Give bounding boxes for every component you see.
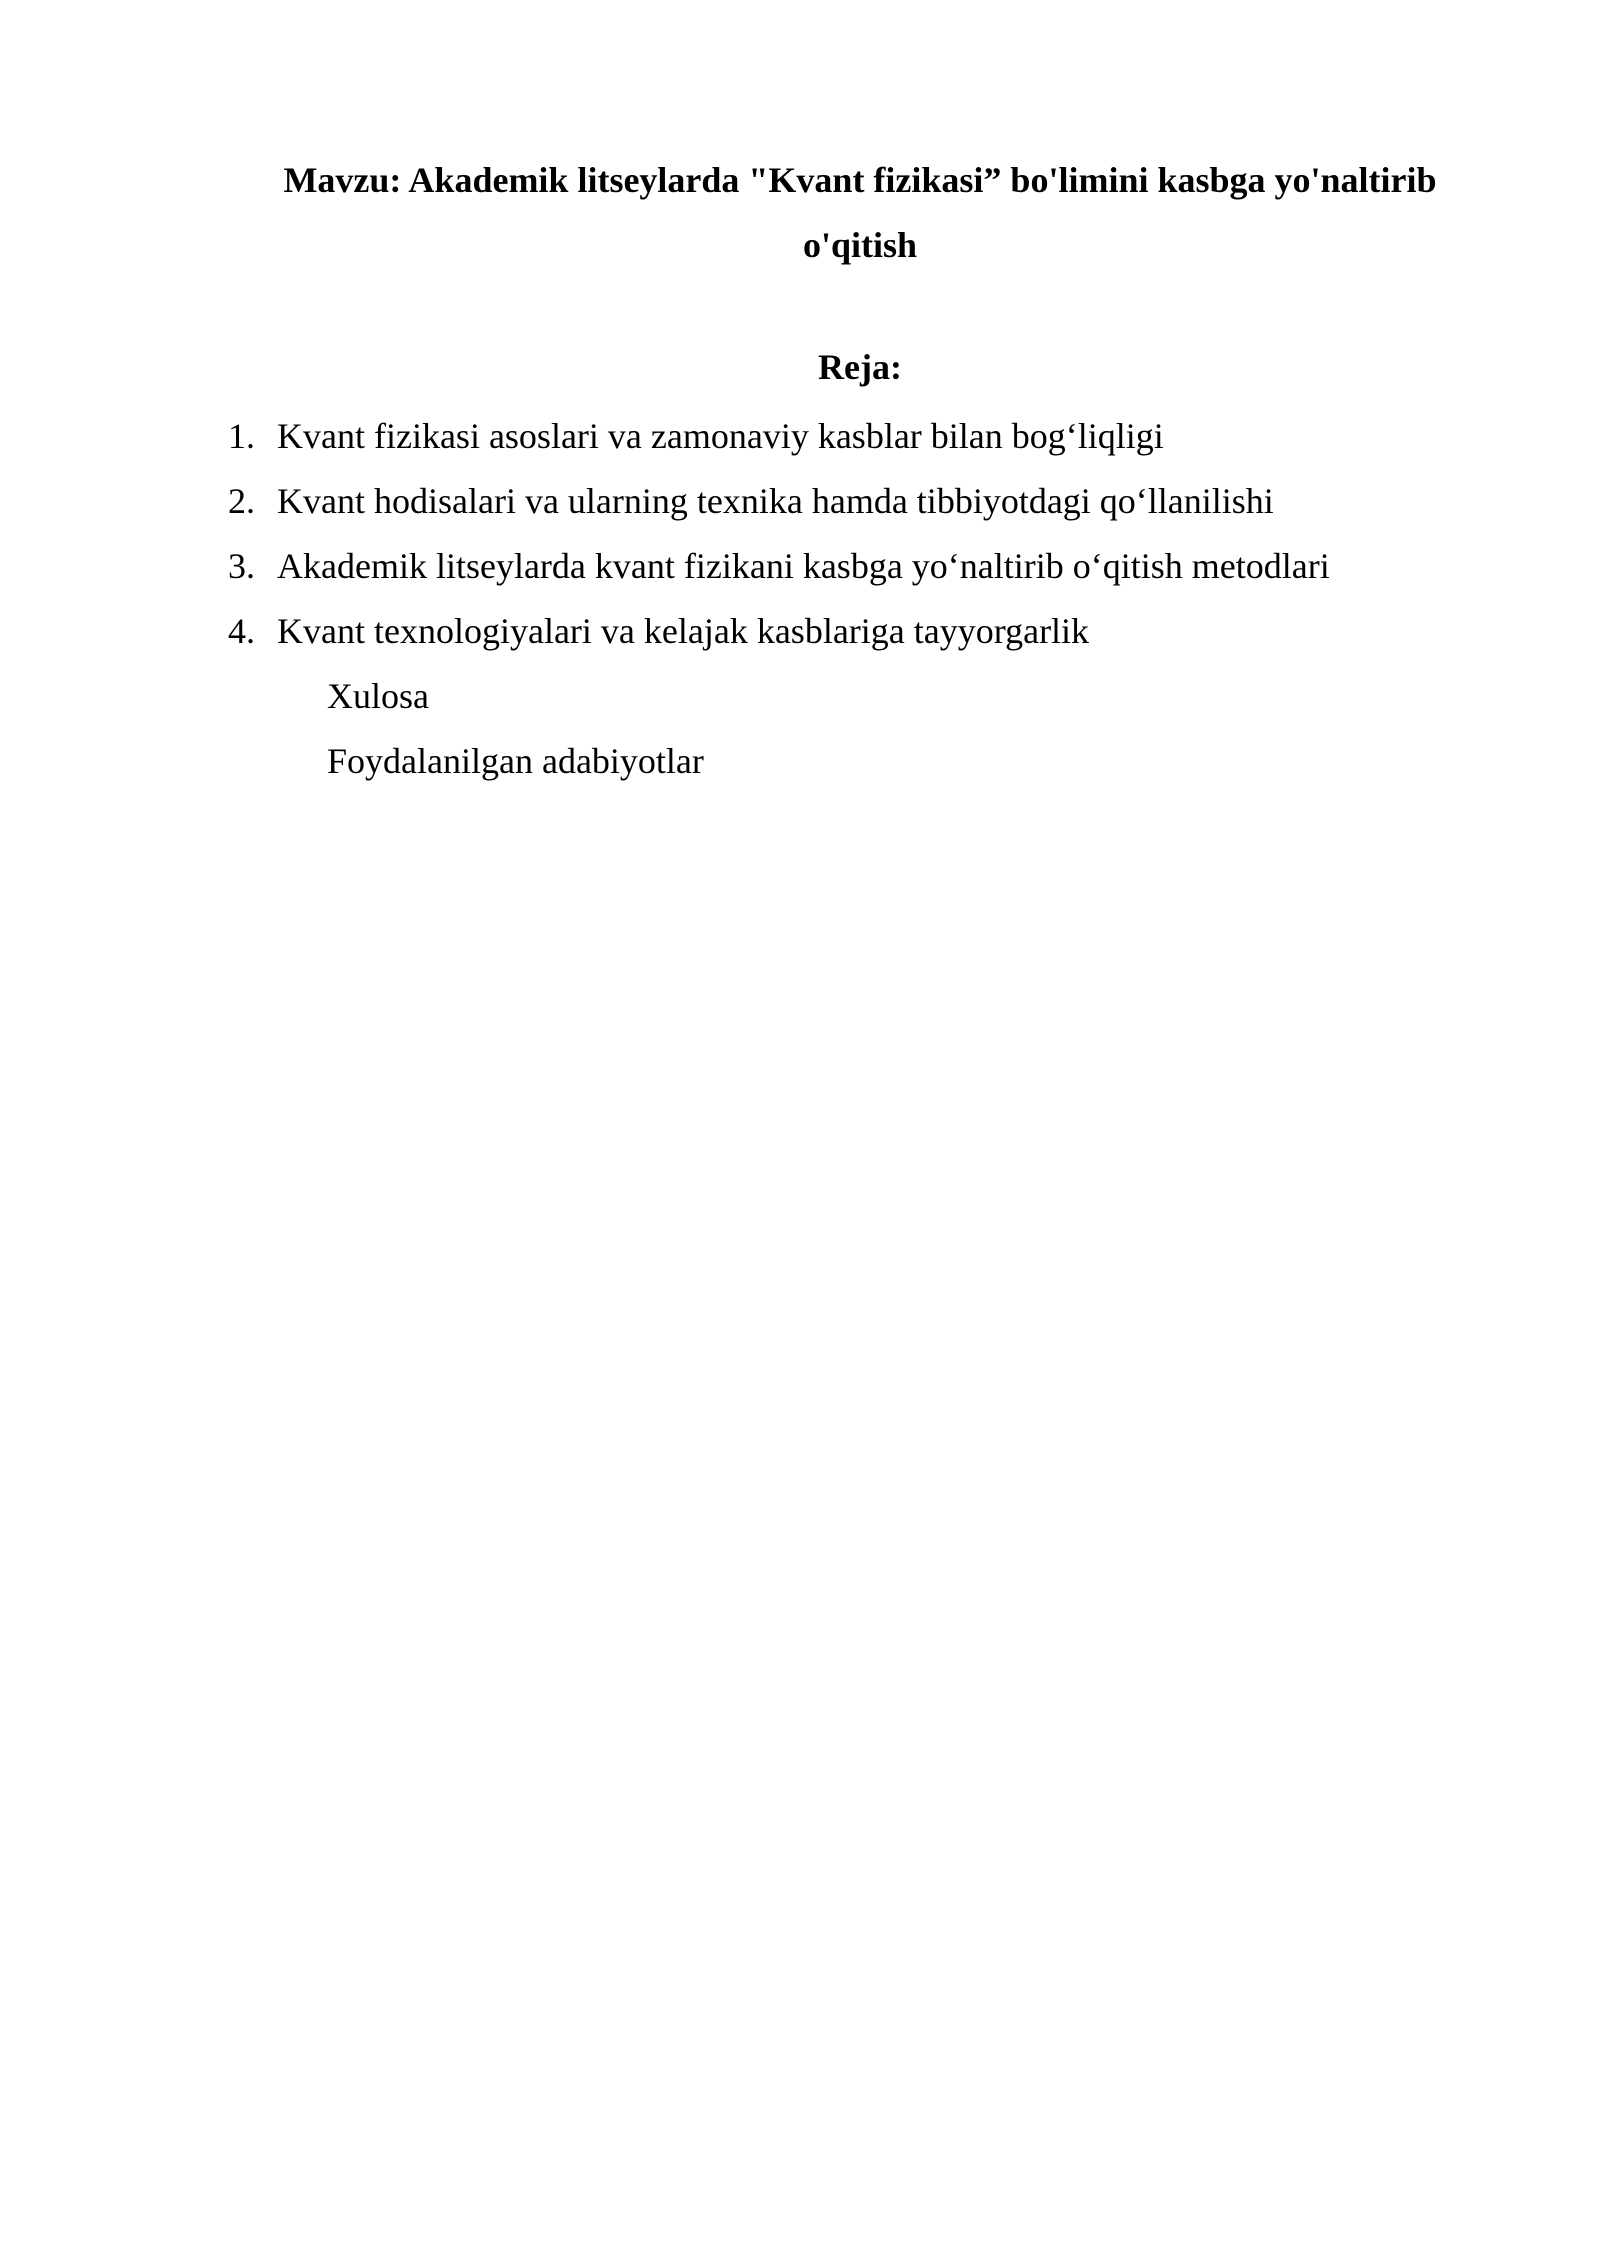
plan-list — [228, 408, 1528, 798]
plan-item — [228, 538, 1528, 603]
plan-item-number: 1. — [228, 416, 255, 456]
plan-heading: Reja: — [818, 347, 902, 387]
document-title: Mavzu: Akademik litseylarda "Kvant fizikasi” bo'limini kasbga yo'naltirib o'qitish — [283, 160, 1437, 265]
plan-item — [228, 408, 1528, 473]
plan-item — [228, 473, 1528, 538]
references-text: Foydalanilgan adabiyotlar — [327, 741, 704, 781]
plan-item-number: 4. — [228, 611, 255, 651]
plan-item-text: Kvant hodisalari va ularning texnika hamda tibbiyotdagi qo‘llanilishi — [277, 481, 1274, 521]
plan-item — [228, 603, 1528, 668]
conclusion-item — [228, 668, 1528, 733]
plan-item-number: 3. — [228, 546, 255, 586]
conclusion-text: Xulosa — [327, 676, 429, 716]
plan-item-number: 2. — [228, 481, 255, 521]
references-item — [228, 733, 1528, 798]
plan-item-text: Kvant fizikasi asoslari va zamonaviy kasblar bilan bog‘liqligi — [277, 416, 1164, 456]
plan-item-text: Akademik litseylarda kvant fizikani kasbga yo‘naltirib o‘qitish metodlari — [277, 546, 1330, 586]
plan-item-text: Kvant texnologiyalari va kelajak kasblariga tayyorgarlik — [277, 611, 1090, 651]
